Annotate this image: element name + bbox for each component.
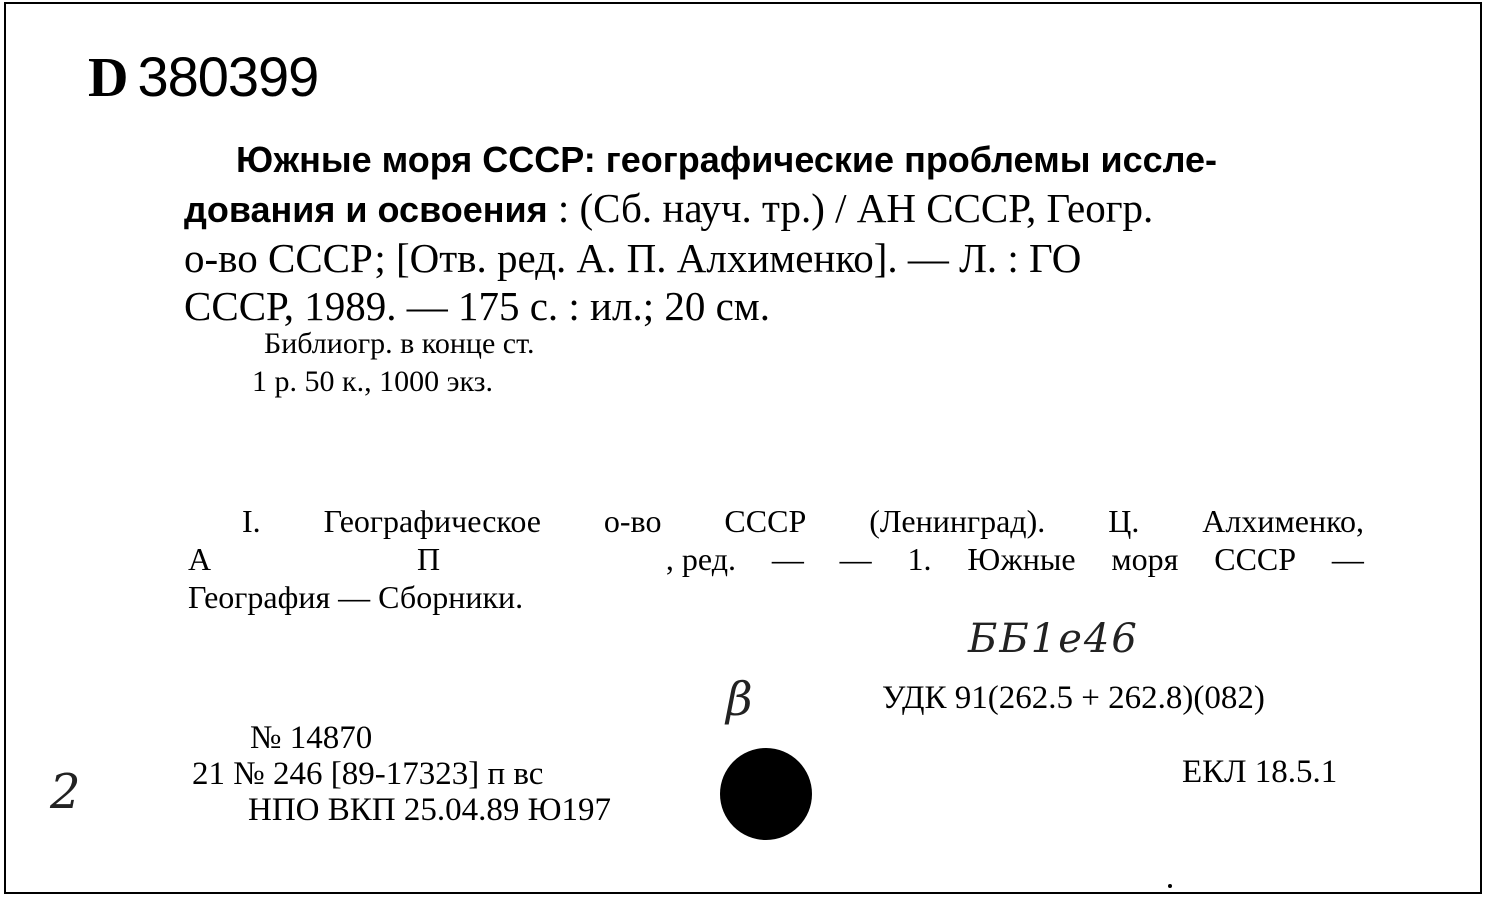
- note-bibliography: Библиогр. в конце ст.: [264, 327, 535, 360]
- note-price: 1 р. 50 к., 1000 экз.: [252, 365, 493, 398]
- tracing-word: СССР: [1214, 541, 1297, 577]
- tracing-line-1: [188, 502, 1364, 540]
- card-id-prefix: D: [88, 47, 128, 109]
- udk-code: УДК 91(262.5 + 262.8)(082): [882, 680, 1265, 716]
- tracing-word: (Ленинград).: [869, 503, 1046, 539]
- tracing-word: —: [771, 541, 804, 577]
- description-line-2: : (Сб. науч. тр.) / АН СССР, Геогр.: [547, 185, 1154, 231]
- print-number: 21 № 246 [89-17323] п вс: [192, 756, 544, 792]
- tracing-word: —: [839, 541, 872, 577]
- title-line-2: дования и освоения: [184, 189, 548, 230]
- tracing-word: Географическое: [323, 503, 541, 539]
- handwritten-shelfmark: ББ1е46: [968, 616, 1139, 662]
- tracing-line-3: География — Сборники.: [188, 579, 524, 615]
- tracing-word: I.: [242, 503, 261, 539]
- tracing-word: Ц.: [1108, 503, 1140, 539]
- bibliographic-description: [184, 134, 1360, 330]
- title-line-1: Южные моря СССР: географические проблемы иссле-: [236, 139, 1218, 180]
- tracing-word: А: [188, 541, 212, 577]
- tracing-word: о-во: [603, 503, 662, 539]
- tracing-word: СССР: [724, 503, 807, 539]
- tracing-word: , ред.: [665, 541, 736, 577]
- tracing-block: [188, 502, 1364, 616]
- tracing-word: П: [416, 541, 441, 577]
- description-line-4: СССР, 1989. — 175 с. : ил.; 20 см.: [184, 283, 770, 329]
- punch-hole: [720, 748, 812, 840]
- ink-speck: [1168, 884, 1172, 888]
- tracing-word: Южные: [967, 541, 1076, 577]
- tracing-word: —: [1331, 541, 1364, 577]
- tracing-word: моря: [1111, 541, 1179, 577]
- handwritten-mark-b: β: [726, 672, 753, 726]
- card-id: [88, 44, 318, 110]
- catalog-card: [4, 2, 1482, 894]
- tracing-word: 1.: [907, 541, 932, 577]
- tracing-word: Алхименко,: [1202, 503, 1364, 539]
- tracing-line-2: [188, 540, 1364, 578]
- ekl-code: ЕКЛ 18.5.1: [1182, 754, 1338, 790]
- order-number: № 14870: [250, 720, 373, 756]
- printer-imprint: НПО ВКП 25.04.89 Ю197: [248, 792, 612, 828]
- card-id-number: 380399: [137, 45, 319, 108]
- handwritten-mark-2: 2: [50, 764, 81, 820]
- description-line-3: о-во СССР; [Отв. ред. А. П. Алхименко]. — Л. : ГО: [184, 235, 1082, 281]
